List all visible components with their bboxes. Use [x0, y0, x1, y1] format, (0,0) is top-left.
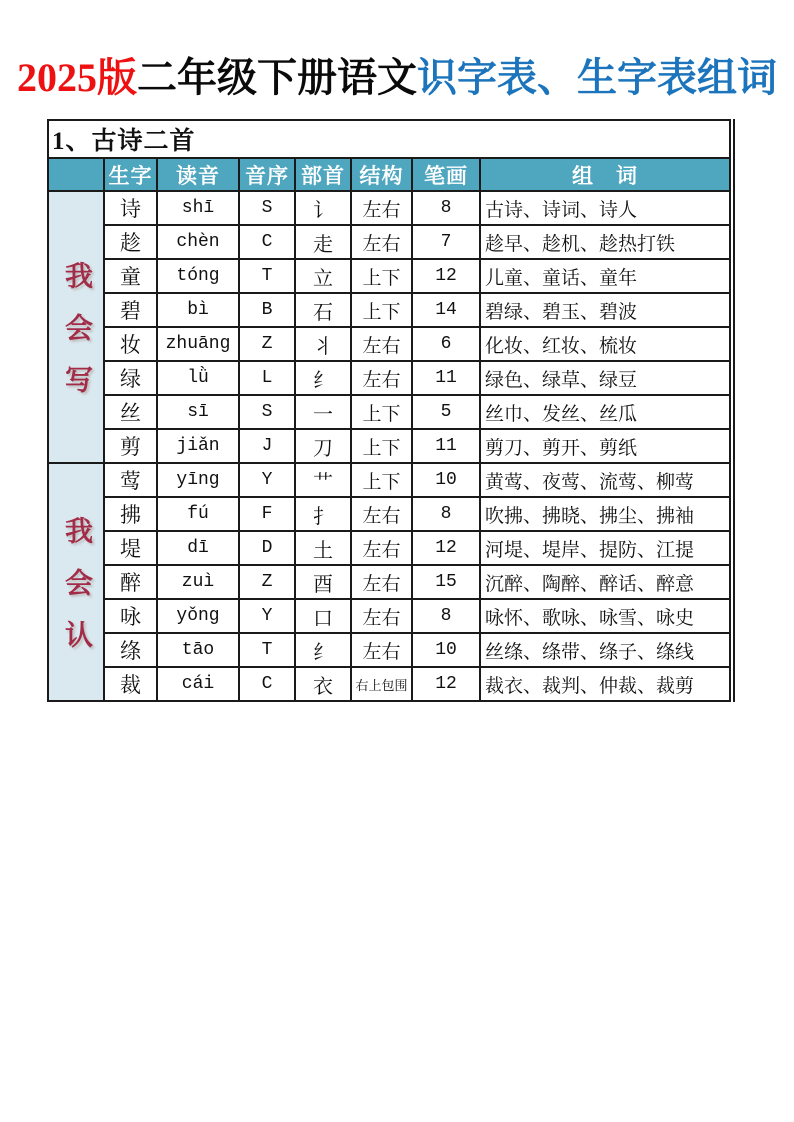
strokes-cell: 6 [412, 327, 480, 361]
vocab-row [48, 497, 730, 531]
initial-cell: S [239, 395, 295, 429]
initial-cell: Z [239, 327, 295, 361]
char-cell: 醉 [104, 565, 157, 599]
structure-cell: 上下 [351, 429, 412, 463]
pinyin-cell: yǒng [157, 599, 239, 633]
strokes-cell: 5 [412, 395, 480, 429]
strokes-cell: 11 [412, 361, 480, 395]
radical-cell: 衣 [295, 667, 351, 701]
column-header-1: 读音 [157, 158, 239, 191]
radical-cell: 酉 [295, 565, 351, 599]
char-cell: 剪 [104, 429, 157, 463]
pinyin-cell: bì [157, 293, 239, 327]
words-cell: 丝巾、发丝、丝瓜 [480, 395, 730, 429]
column-header-6: 组 词 [480, 158, 730, 191]
initial-cell: C [239, 667, 295, 701]
column-header-3: 部首 [295, 158, 351, 191]
radical-cell: 艹 [295, 463, 351, 497]
strokes-cell: 8 [412, 191, 480, 225]
pinyin-cell: tóng [157, 259, 239, 293]
structure-cell: 左右 [351, 361, 412, 395]
initial-cell: B [239, 293, 295, 327]
initial-cell: Y [239, 599, 295, 633]
char-cell: 碧 [104, 293, 157, 327]
lesson-header-row [48, 120, 730, 158]
pinyin-cell: zhuāng [157, 327, 239, 361]
char-cell: 堤 [104, 531, 157, 565]
words-cell: 碧绿、碧玉、碧波 [480, 293, 730, 327]
column-header-4: 结构 [351, 158, 412, 191]
structure-cell: 左右 [351, 565, 412, 599]
vocab-row [48, 565, 730, 599]
radical-cell: 石 [295, 293, 351, 327]
section-label-text: 我会写 [61, 261, 92, 417]
pinyin-cell: lǜ [157, 361, 239, 395]
radical-cell: 纟 [295, 633, 351, 667]
strokes-cell: 15 [412, 565, 480, 599]
structure-cell: 左右 [351, 633, 412, 667]
vocab-row [48, 463, 730, 497]
pinyin-cell: chèn [157, 225, 239, 259]
words-cell: 河堤、堤岸、提防、江提 [480, 531, 730, 565]
vocab-row [48, 429, 730, 463]
structure-cell: 左右 [351, 225, 412, 259]
char-cell: 绿 [104, 361, 157, 395]
document-title [0, 0, 794, 103]
vocab-row [48, 633, 730, 667]
column-header-row [48, 158, 730, 191]
strokes-cell: 10 [412, 463, 480, 497]
vocab-row [48, 327, 730, 361]
structure-cell: 左右 [351, 497, 412, 531]
title-tables-segment: 识字表、生字表组词 [417, 55, 777, 100]
initial-cell: Z [239, 565, 295, 599]
radical-cell: 讠 [295, 191, 351, 225]
strokes-cell: 11 [412, 429, 480, 463]
initial-cell: Y [239, 463, 295, 497]
words-cell: 儿童、童话、童年 [480, 259, 730, 293]
radical-cell: 立 [295, 259, 351, 293]
initial-cell: D [239, 531, 295, 565]
char-cell: 裁 [104, 667, 157, 701]
char-cell: 童 [104, 259, 157, 293]
char-cell: 绦 [104, 633, 157, 667]
pinyin-cell: jiǎn [157, 429, 239, 463]
words-cell: 咏怀、歌咏、咏雪、咏史 [480, 599, 730, 633]
radical-cell: 一 [295, 395, 351, 429]
char-cell: 丝 [104, 395, 157, 429]
strokes-cell: 8 [412, 599, 480, 633]
words-cell: 沉醉、陶醉、醉话、醉意 [480, 565, 730, 599]
words-cell: 古诗、诗词、诗人 [480, 191, 730, 225]
words-cell: 绿色、绿草、绿豆 [480, 361, 730, 395]
column-header-2: 音序 [239, 158, 295, 191]
words-cell: 吹拂、拂晓、拂尘、拂袖 [480, 497, 730, 531]
pinyin-cell: fú [157, 497, 239, 531]
pinyin-cell: dī [157, 531, 239, 565]
pinyin-cell: tāo [157, 633, 239, 667]
pinyin-cell: sī [157, 395, 239, 429]
structure-cell: 右上包围 [351, 667, 412, 701]
vocab-row [48, 395, 730, 429]
radical-cell: 走 [295, 225, 351, 259]
words-cell: 黄莺、夜莺、流莺、柳莺 [480, 463, 730, 497]
vocab-row [48, 531, 730, 565]
pinyin-cell: cái [157, 667, 239, 701]
radical-cell: 扌 [295, 497, 351, 531]
initial-cell: T [239, 633, 295, 667]
section-label-cell-write [48, 191, 104, 463]
initial-cell: T [239, 259, 295, 293]
strokes-cell: 8 [412, 497, 480, 531]
strokes-cell: 14 [412, 293, 480, 327]
section-label-text: 我会认 [61, 516, 92, 672]
initial-cell: L [239, 361, 295, 395]
structure-cell: 左右 [351, 531, 412, 565]
vocab-row [48, 225, 730, 259]
vocab-row [48, 599, 730, 633]
structure-cell: 上下 [351, 395, 412, 429]
strokes-cell: 12 [412, 259, 480, 293]
char-cell: 拂 [104, 497, 157, 531]
strokes-cell: 7 [412, 225, 480, 259]
lesson-title: 1、古诗二首 [48, 120, 730, 158]
vocab-row [48, 293, 730, 327]
structure-cell: 左右 [351, 599, 412, 633]
vocab-table-frame [47, 119, 735, 702]
radical-cell: 纟 [295, 361, 351, 395]
char-cell: 妆 [104, 327, 157, 361]
strokes-cell: 10 [412, 633, 480, 667]
pinyin-cell: yīng [157, 463, 239, 497]
structure-cell: 上下 [351, 259, 412, 293]
vocab-row [48, 667, 730, 701]
words-cell: 趁早、趁机、趁热打铁 [480, 225, 730, 259]
vocab-row [48, 259, 730, 293]
char-cell: 咏 [104, 599, 157, 633]
structure-cell: 左右 [351, 327, 412, 361]
words-cell: 化妆、红妆、梳妆 [480, 327, 730, 361]
structure-cell: 上下 [351, 463, 412, 497]
title-grade-segment: 二年级下册语文 [137, 55, 417, 100]
column-header-0: 生字 [104, 158, 157, 191]
radical-cell: 刀 [295, 429, 351, 463]
initial-cell: C [239, 225, 295, 259]
vocab-row [48, 361, 730, 395]
initial-cell: S [239, 191, 295, 225]
pinyin-cell: zuì [157, 565, 239, 599]
radical-cell: 口 [295, 599, 351, 633]
char-cell: 莺 [104, 463, 157, 497]
vocab-table [47, 119, 731, 702]
structure-cell: 左右 [351, 191, 412, 225]
pinyin-cell: shī [157, 191, 239, 225]
char-cell: 趁 [104, 225, 157, 259]
header-corner-cell [48, 158, 104, 191]
initial-cell: F [239, 497, 295, 531]
strokes-cell: 12 [412, 531, 480, 565]
column-header-5: 笔画 [412, 158, 480, 191]
radical-cell: 土 [295, 531, 351, 565]
structure-cell: 上下 [351, 293, 412, 327]
radical-cell: 丬 [295, 327, 351, 361]
initial-cell: J [239, 429, 295, 463]
vocab-row [48, 191, 730, 225]
strokes-cell: 12 [412, 667, 480, 701]
section-label-cell-recognize [48, 463, 104, 701]
words-cell: 裁衣、裁判、仲裁、裁剪 [480, 667, 730, 701]
char-cell: 诗 [104, 191, 157, 225]
words-cell: 丝绦、绦带、绦子、绦线 [480, 633, 730, 667]
title-edition-segment: 2025版 [17, 55, 137, 100]
words-cell: 剪刀、剪开、剪纸 [480, 429, 730, 463]
